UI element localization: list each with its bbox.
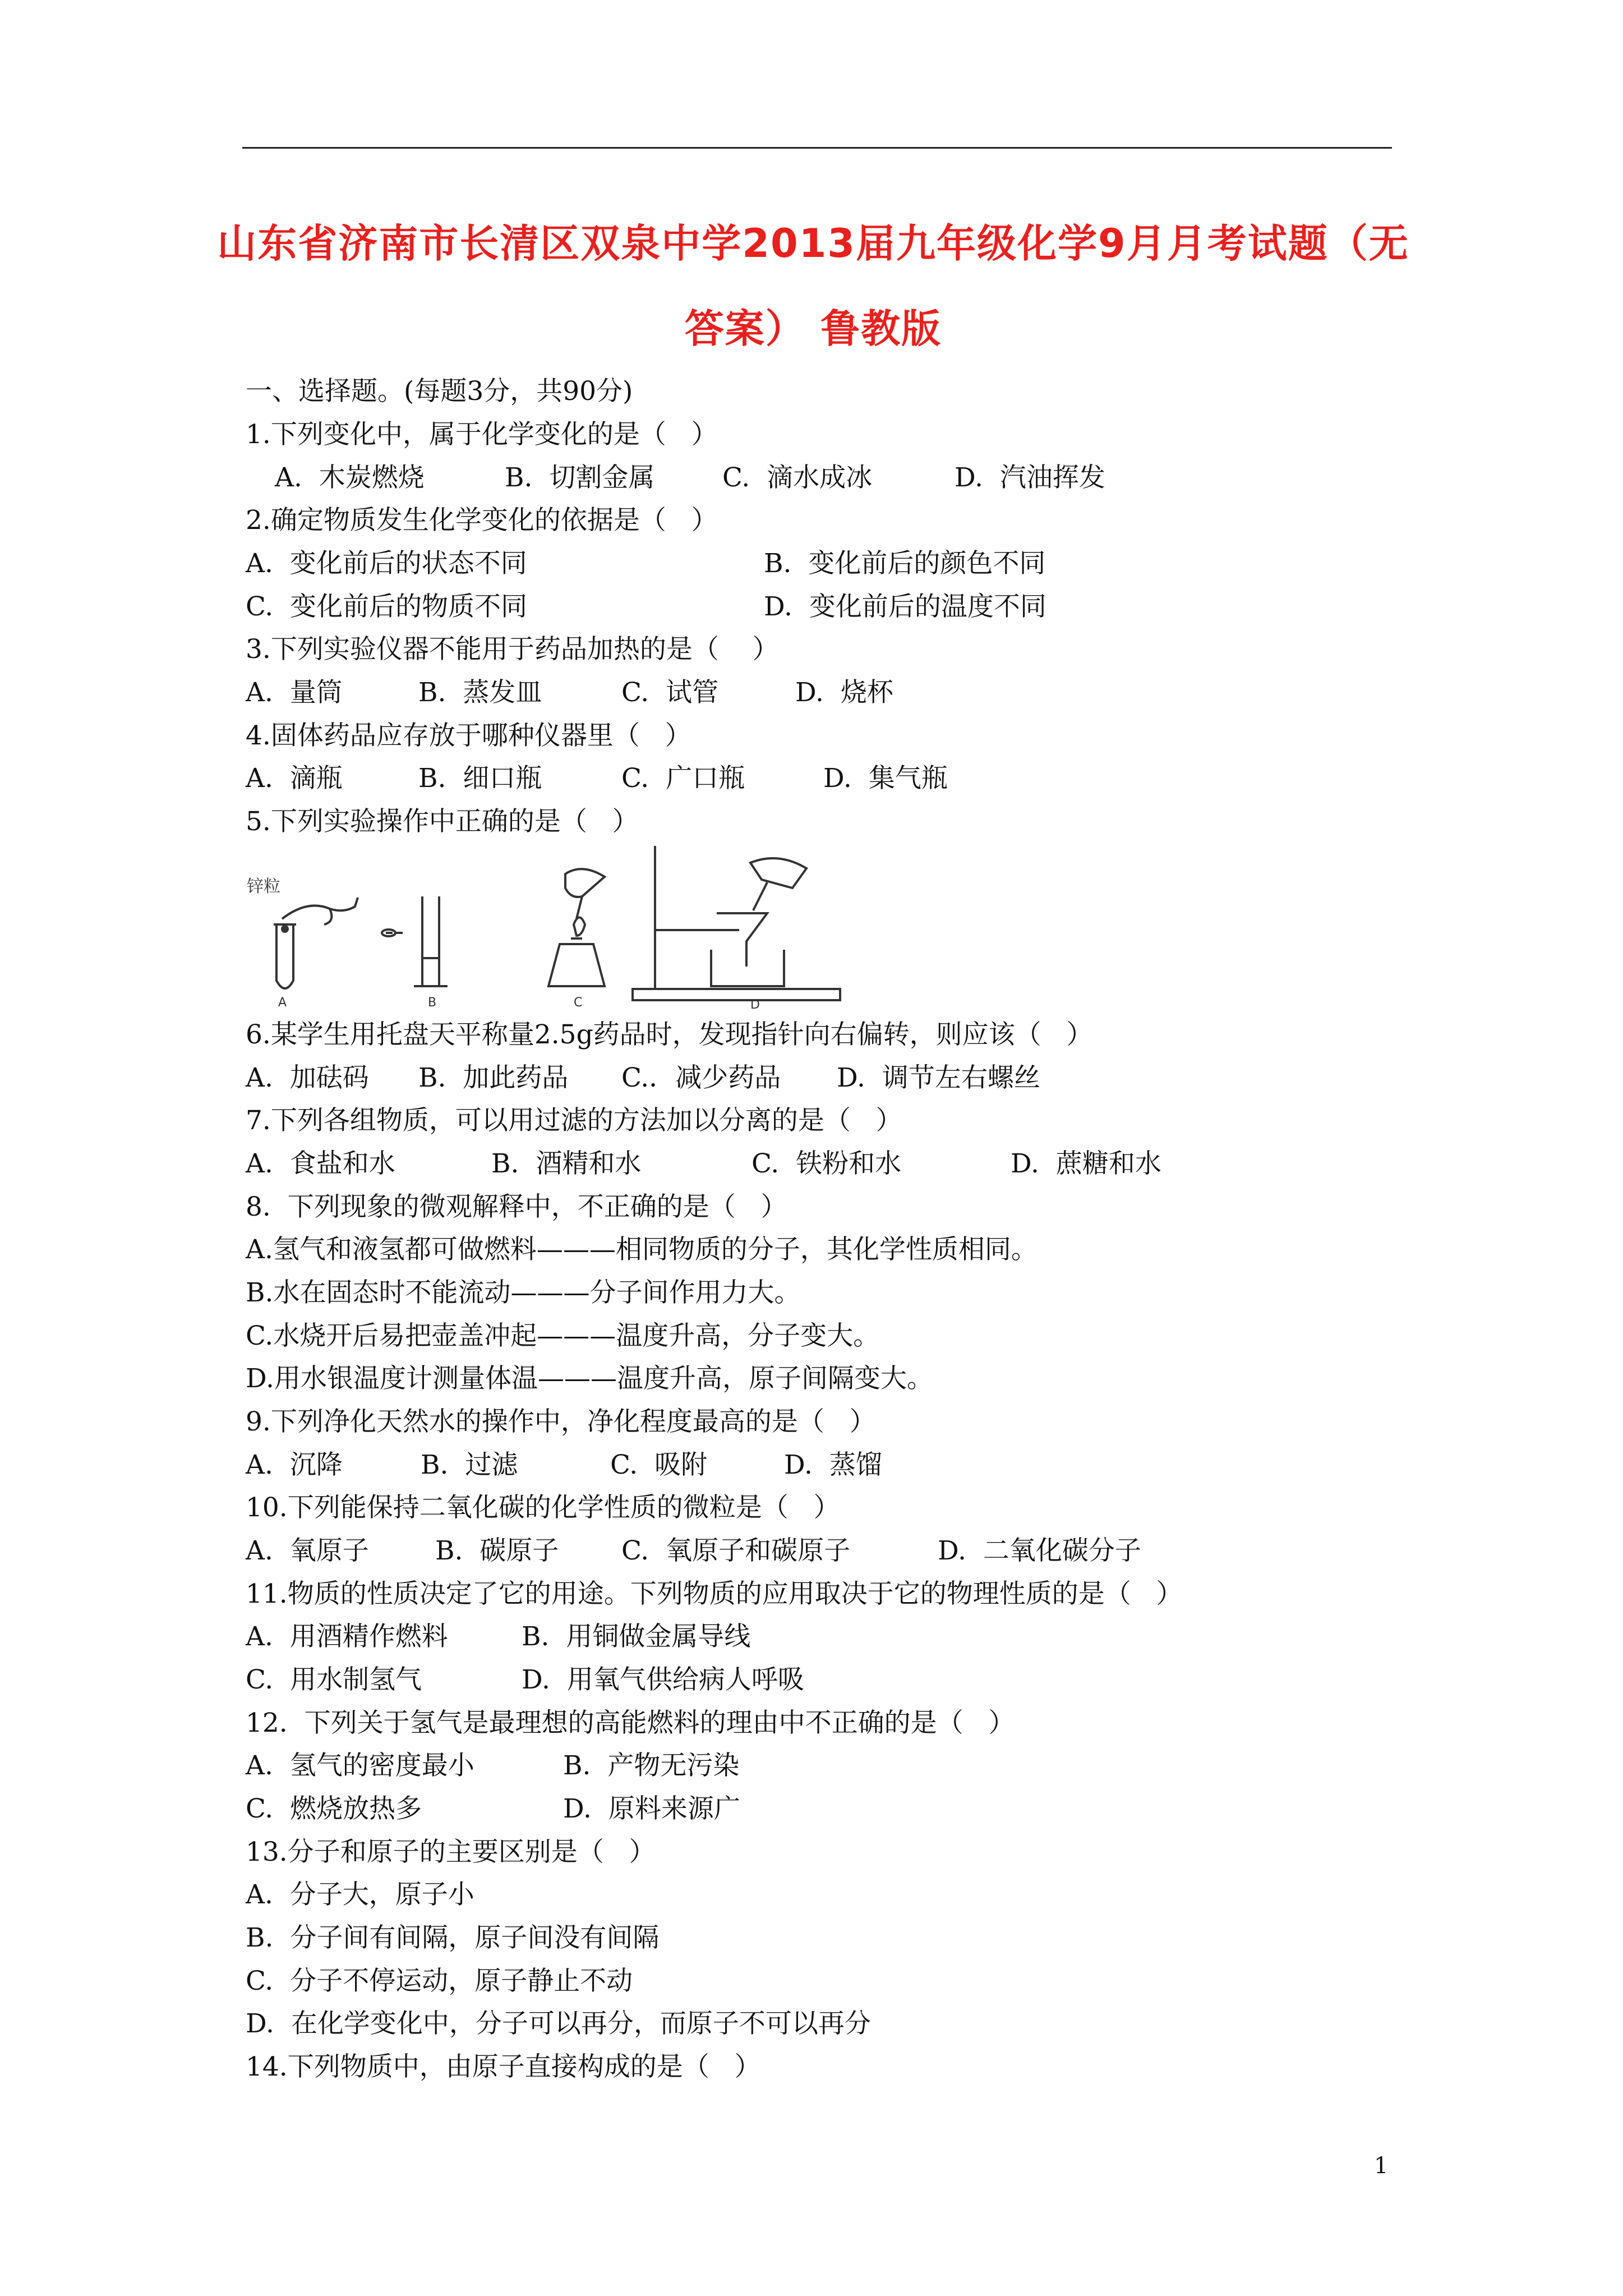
zinc-label: 锌粒 <box>247 877 280 896</box>
option: C. 吸附 <box>610 1450 708 1480</box>
question-stem: 2.确定物质发生化学变化的依据是（ ） <box>246 505 718 536</box>
option: A. 量筒 <box>246 677 343 708</box>
option: C. 氧原子和碳原子 <box>621 1535 851 1566</box>
option: B. 加此药品 <box>418 1062 569 1093</box>
option: B. 碳原子 <box>435 1535 559 1566</box>
option: C. 滴水成冰 <box>722 462 873 493</box>
option: D. 用氧气供给病人呼吸 <box>522 1664 804 1695</box>
option: B.水在固态时不能流动———分子间作用力大。 <box>246 1277 801 1308</box>
page-title-line1: 山东省济南市长清区双泉中学2013届九年级化学9月月考试题（无 <box>217 220 1409 266</box>
option: A. 食盐和水 <box>246 1148 395 1179</box>
option: D. 变化前后的温度不同 <box>764 591 1046 622</box>
option: B. 用铜做金属导线 <box>522 1621 751 1652</box>
option: A. 氢气的密度最小 <box>246 1750 474 1781</box>
label-d: D <box>750 998 760 1009</box>
option: A. 氧原子 <box>246 1535 369 1566</box>
option: B. 蒸发皿 <box>418 677 542 708</box>
option: C. 铁粉和水 <box>751 1148 902 1179</box>
panel-a-test-tube <box>247 877 358 1009</box>
option: C. 试管 <box>621 677 719 708</box>
option: D. 集气瓶 <box>823 763 948 794</box>
option: A. 变化前后的状态不同 <box>246 548 527 579</box>
option: C. 用水制氢气 <box>246 1664 422 1695</box>
question-stem: 14.下列物质中，由原子直接构成的是（ ） <box>246 2051 761 2082</box>
option: B. 分子间有间隔，原子间没有间隔 <box>246 1922 660 1953</box>
option: A. 用酒精作燃料 <box>246 1621 448 1652</box>
panel-c-alcohol-lamp <box>548 869 605 1009</box>
option: B. 产物无污染 <box>563 1750 740 1781</box>
option: D. 二氧化碳分子 <box>938 1535 1141 1566</box>
question-stem: 12. 下列关于氢气是最理想的高能燃料的理由中不正确的是（ ） <box>246 1708 1015 1738</box>
page-title-line2: 答案） 鲁教版 <box>684 306 942 352</box>
option: A. 加砝码 <box>246 1062 369 1093</box>
question-stem: 13.分子和原子的主要区别是（ ） <box>246 1837 656 1867</box>
option: C.水烧开后易把壶盖冲起———温度升高，分子变大。 <box>246 1320 880 1351</box>
label-a: A <box>278 996 287 1009</box>
option: A. 木炭燃烧 <box>275 462 425 493</box>
question-stem: 3.下列实验仪器不能用于药品加热的是（ ） <box>246 634 779 665</box>
option: C. 变化前后的物质不同 <box>246 591 528 622</box>
panel-d-filtration <box>633 846 840 1009</box>
question-stem: 7.下列各组物质，可以用过滤的方法加以分离的是（ ） <box>246 1105 902 1136</box>
question-stem: 5.下列实验操作中正确的是（ ） <box>246 806 639 837</box>
option: C. 燃烧放热多 <box>246 1793 422 1824</box>
option: B. 细口瓶 <box>418 763 542 794</box>
section-heading: 一、选择题。(每题3分，共90分) <box>246 376 633 407</box>
option: B. 变化前后的颜色不同 <box>764 548 1046 579</box>
page-number: 1 <box>1374 2153 1389 2179</box>
option: D. 汽油挥发 <box>955 462 1105 493</box>
lab-operations-figure <box>246 846 851 1009</box>
question-stem: 10.下列能保持二氧化碳的化学性质的微粒是（ ） <box>246 1492 840 1523</box>
option: B. 切割金属 <box>505 462 655 493</box>
label-c: C <box>574 996 583 1009</box>
option: A.氢气和液氢都可做燃料———相同物质的分子，其化学性质相同。 <box>246 1234 1038 1265</box>
question-stem: 8. 下列现象的微观解释中，不正确的是（ ） <box>246 1191 787 1222</box>
option: D. 原料来源广 <box>563 1793 740 1824</box>
header-rule <box>242 147 1392 149</box>
option: D. 在化学变化中，分子可以再分，而原子不可以再分 <box>246 2008 871 2039</box>
question-stem: 1.下列变化中，属于化学变化的是（ ） <box>246 419 718 450</box>
option: C. 广口瓶 <box>621 763 745 794</box>
question-stem: 9.下列净化天然水的操作中，净化程度最高的是（ ） <box>246 1406 876 1437</box>
option: B. 酒精和水 <box>491 1148 642 1179</box>
label-b: B <box>428 996 437 1009</box>
option: D. 烧杯 <box>795 677 893 708</box>
question-stem: 6.某学生用托盘天平称量2.5g药品时，发现指针向右偏转，则应该（ ） <box>246 1019 1093 1050</box>
question-stem: 11.物质的性质决定了它的用途。下列物质的应用取决于它的物理性质的是（ ） <box>246 1579 1183 1609</box>
question-stem: 4.固体药品应存放于哪种仪器里（ ） <box>246 720 691 751</box>
option: D. 蔗糖和水 <box>1011 1148 1161 1179</box>
option: D.用水银温度计测量体温———温度升高，原子间隔变大。 <box>246 1363 933 1394</box>
option: D. 蒸馏 <box>784 1450 882 1480</box>
option: A. 沉降 <box>246 1450 343 1480</box>
option: A. 分子大，原子小 <box>246 1879 474 1910</box>
option: C.．减少药品 <box>621 1062 781 1093</box>
option: C. 分子不停运动，原子静止不动 <box>246 1966 633 1996</box>
option: D. 调节左右螺丝 <box>837 1062 1040 1093</box>
option: A. 滴瓶 <box>246 763 343 794</box>
panel-b-cylinder <box>382 896 448 1009</box>
option: B. 过滤 <box>421 1450 518 1480</box>
